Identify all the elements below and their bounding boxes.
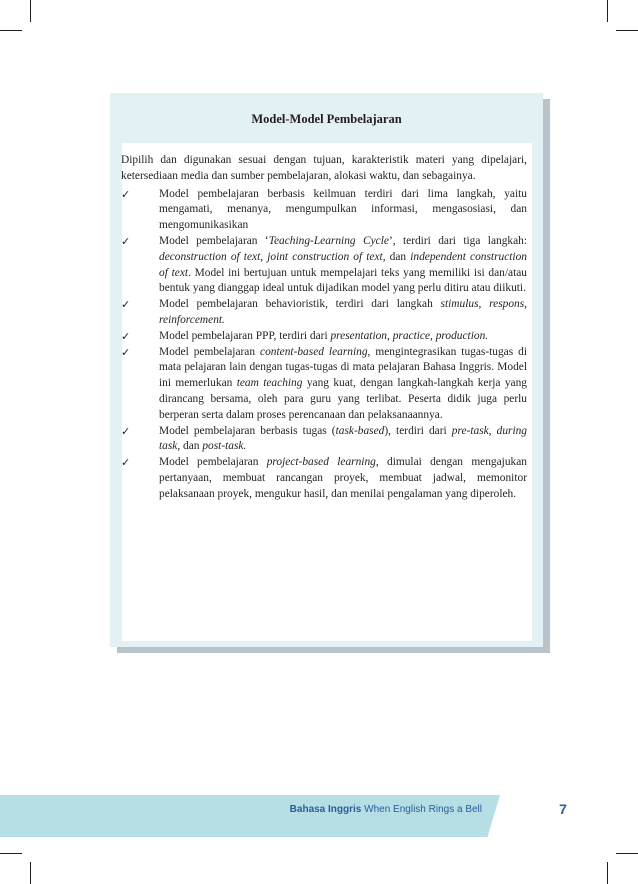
crop-mark xyxy=(0,30,22,31)
crop-mark xyxy=(607,862,608,884)
running-footer xyxy=(0,804,482,815)
checkmark-icon: ✓ xyxy=(121,456,131,470)
book-title: Bahasa Inggris xyxy=(289,804,362,815)
list-item: ✓ Model pembelajaran behavioristik, terdiri dari langkah stimulus, respons, reinforcement. xyxy=(121,298,527,326)
checkmark-icon: ✓ xyxy=(121,298,131,312)
footer-band xyxy=(0,795,500,837)
crop-mark xyxy=(616,30,638,31)
box-content xyxy=(121,153,527,503)
crop-mark xyxy=(607,0,608,22)
intro-paragraph: Dipilih dan digunakan sesuai dengan tujuan, karakteristik materi yang dipelajari, ketersediaan media dan sumber pembelajaran, alokasi waktu, dan sebagainya. xyxy=(121,154,527,182)
list-item: ✓ Model pembelajaran PPP, terdiri dari presentation, practice, production. xyxy=(121,329,489,343)
checkmark-icon: ✓ xyxy=(121,187,131,201)
list-item: ✓ Model pembelajaran berbasis tugas (task-based), terdiri dari pre-task, during task, dan post-task. xyxy=(121,424,527,453)
crop-mark xyxy=(30,862,31,884)
box-title: Model-Model Pembelajaran xyxy=(251,112,402,126)
list-item: ✓ Model pembelajaran project-based learning, dimulai dengan mengajukan pertanyaan, membuat rancangan proyek, membuat jadwal, memonitor pelaksanaan proyek, mengukur hasil, dan menilai pengalaman yang diperoleh. xyxy=(121,456,527,500)
checkmark-icon: ✓ xyxy=(121,424,131,438)
crop-mark xyxy=(30,0,31,22)
list-item: ✓ Model pembelajaran ‘Teaching-Learning Cycle’, terdiri dari tiga langkah: deconstruction of text, joint construction of text, dan independent construction of text. Model ini bertujuan untuk mempelajari teks yang memiliki isi dan/atau bentuk yang dianggap ideal untuk dijadikan model yang perlu ditiru atau diikuti. xyxy=(121,234,528,295)
crop-mark xyxy=(616,853,638,854)
page-number: 7 xyxy=(559,801,567,817)
checkmark-icon: ✓ xyxy=(121,345,131,359)
list-item: ✓ Model pembelajaran content-based learning, mengintegrasikan tugas-tugas di mata pelajaran lain dengan tugas-tugas di mata pelajaran Bahasa Inggris. Model ini memerlukan team teaching yang kuat, dengan langkah-langkah kerja yang dirancang bersama, oleh para guru yang terlibat. Peserta didik juga perlu berperan serta dalam proses perencanaan dan pelaksanaannya. xyxy=(121,345,527,421)
list-item: ✓ Model pembelajaran berbasis keilmuan terdiri dari lima langkah, yaitu mengamati, menanya, mengumpulkan informasi, mengasosiasi, dan mengomunikasikan xyxy=(121,187,527,232)
crop-mark xyxy=(0,853,22,854)
checkmark-icon: ✓ xyxy=(121,329,131,343)
book-subtitle: When English Rings a Bell xyxy=(361,804,482,815)
checkmark-icon: ✓ xyxy=(121,234,131,248)
